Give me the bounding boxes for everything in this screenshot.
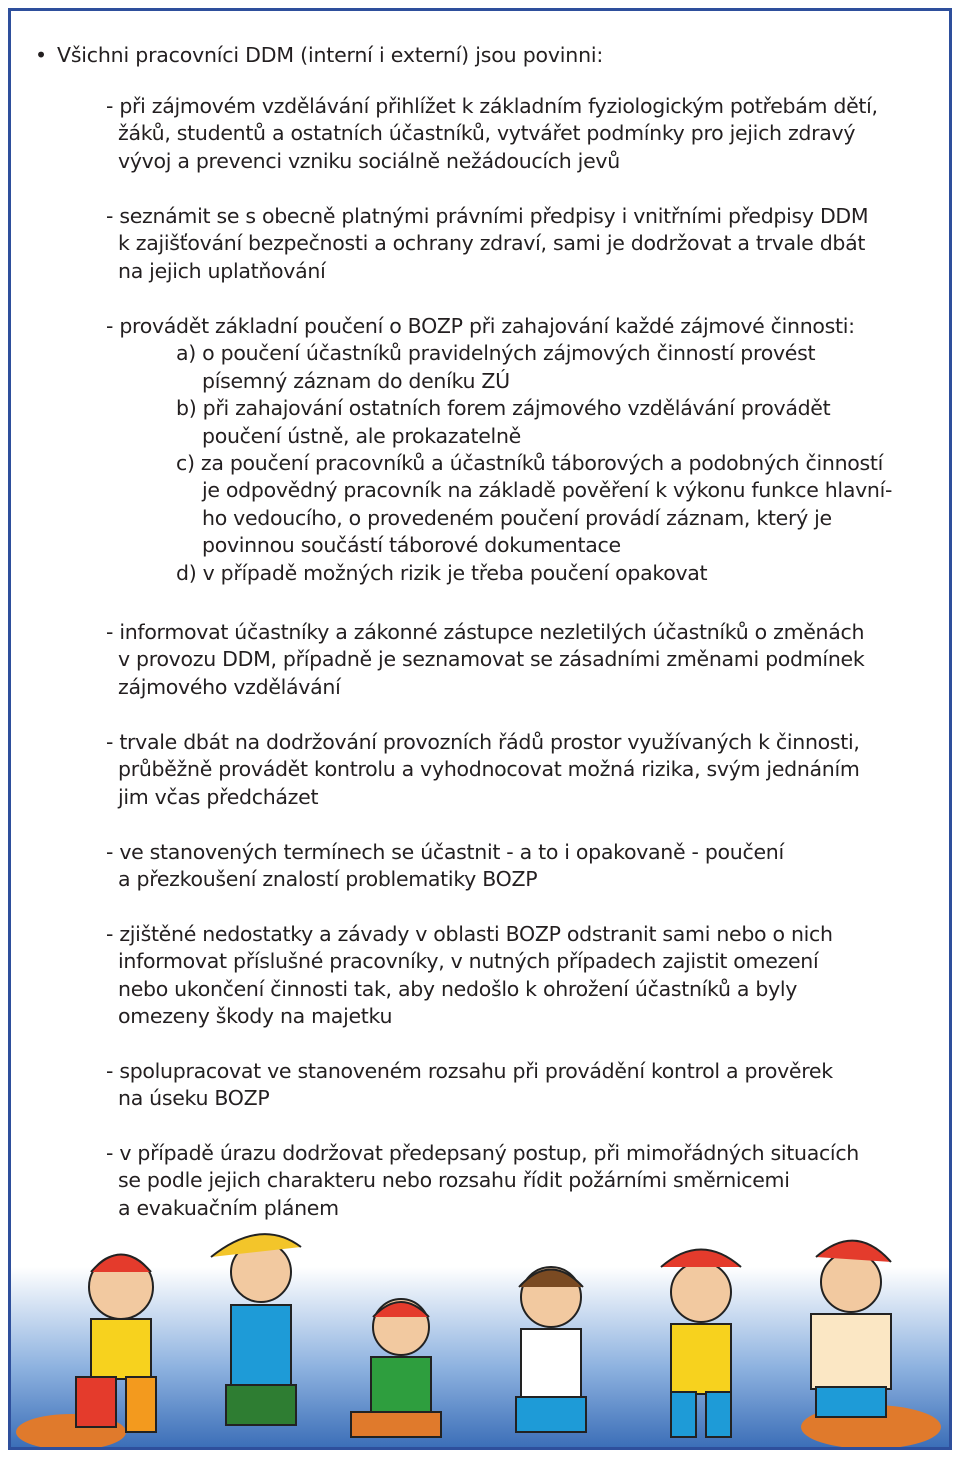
duty-item [106, 619, 864, 701]
sub-item-line: d) v případě možných rizik je třeba poučení opakovat [176, 560, 708, 585]
duty-item [106, 729, 860, 811]
duty-item [106, 203, 868, 285]
sub-item-line: povinnou součástí táborové dokumentace [202, 533, 621, 558]
sub-item-line: písemný záznam do deníku ZÚ [202, 368, 510, 393]
child-figure-4 [516, 1267, 586, 1432]
duty-line: v provozu DDM, případně je seznamovat se zásadními změnami podmínek [118, 647, 865, 672]
duty-item [106, 313, 892, 587]
sub-item-line: b) při zahajování ostatních forem zájmového vzdělávání provádět [176, 396, 831, 421]
duty-line: informovat příslušné pracovníky, v nutných případech zajistit omezení [118, 949, 819, 974]
duty-item [106, 1140, 859, 1222]
duty-line: jim včas předcházet [118, 784, 319, 809]
duty-line: - trvale dbát na dodržování provozních řádů prostor využívaných k činnosti, [106, 730, 860, 754]
duty-line: - provádět základní poučení o BOZP při zahajování každé zájmové činnosti: [106, 314, 855, 338]
duty-line: se podle jejich charakteru nebo rozsahu řídit požárními směrnicemi [118, 1168, 790, 1193]
duty-line: - informovat účastníky a zákonné zástupce nezletilých účastníků o změnách [106, 620, 865, 644]
sub-item-line: poučení ústně, ale prokazatelně [202, 423, 521, 448]
intro-text: Všichni pracovníci DDM (interní i externí) jsou povinni: [57, 43, 604, 67]
duty-line: - ve stanovených termínech se účastnit - a to i opakovaně - poučení [106, 840, 784, 864]
duty-line: průběžně provádět kontrolu a vyhodnocovat možná rizika, svým jednáním [118, 757, 860, 782]
duty-item [106, 1058, 833, 1113]
duty-item [106, 93, 878, 175]
duty-line: na úseku BOZP [118, 1086, 270, 1111]
duty-item [106, 839, 784, 894]
duty-line: a evakuačním plánem [118, 1195, 339, 1220]
duty-line: - seznámit se s obecně platnými právními předpisy i vnitřními předpisy DDM [106, 204, 869, 228]
duty-line: na jejich uplatňování [118, 258, 326, 283]
sub-item-line: je odpovědný pracovník na základě pověření k výkonu funkce hlavní- [202, 478, 893, 503]
duty-item [106, 921, 833, 1031]
duty-line: - v případě úrazu dodržovat předepsaný postup, při mimořádných situacích [106, 1141, 859, 1165]
children-illustration [11, 1217, 949, 1447]
duty-line: - spolupracovat ve stanoveném rozsahu při provádění kontrol a prověrek [106, 1059, 833, 1083]
duty-line: žáků, studentů a ostatních účastníků, vytvářet podmínky pro jejich zdravý [118, 121, 856, 146]
duty-line: vývoj a prevenci vzniku sociálně nežádoucích jevů [118, 148, 620, 173]
duty-line: - zjištěné nedostatky a závady v oblasti BOZP odstranit sami nebo o nich [106, 922, 833, 946]
sub-item-line: c) za poučení pracovníků a účastníků táborových a podobných činností [176, 451, 884, 476]
duty-line: zájmového vzdělávání [118, 674, 341, 699]
sub-item-line: ho vedoucího, o provedeném poučení provádí záznam, který je [202, 505, 832, 530]
duty-line: k zajišťování bezpečnosti a ochrany zdraví, sami je dodržovat a trvale dbát [118, 231, 866, 256]
duty-line: - při zájmovém vzdělávání přihlížet k základním fyziologickým potřebám dětí, [106, 94, 878, 118]
document-page [8, 8, 952, 1450]
duty-line: nebo ukončení činnosti tak, aby nedošlo k ohrožení účastníků a byly [118, 976, 798, 1001]
duty-line: omezeny škody na majetku [118, 1004, 393, 1029]
duty-line: a přezkoušení znalostí problematiky BOZP [118, 867, 538, 892]
intro-line [35, 41, 603, 69]
sub-item-line: a) o poučení účastníků pravidelných zájmových činností provést [176, 341, 816, 366]
bullet-icon: • [35, 43, 47, 67]
